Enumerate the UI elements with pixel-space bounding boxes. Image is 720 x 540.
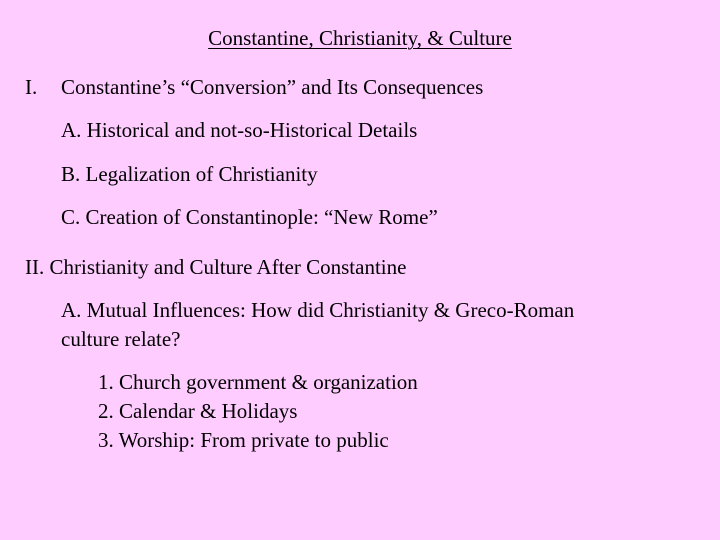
slide-title-text: Constantine, Christianity, & Culture bbox=[208, 26, 512, 50]
section-2-subitem-1: 1. Church government & organization bbox=[98, 370, 418, 394]
section-2-subitem-2: 2. Calendar & Holidays bbox=[98, 399, 298, 423]
section-1-item-a: A. Historical and not-so-Historical Details bbox=[61, 118, 418, 142]
section-1-heading: Constantine’s “Conversion” and Its Consequences bbox=[61, 75, 484, 99]
section-2-subitem-3: 3. Worship: From private to public bbox=[98, 428, 389, 452]
section-1-numeral: I. bbox=[25, 75, 38, 99]
section-1-item-c: C. Creation of Constantinople: “New Rome” bbox=[61, 205, 438, 229]
section-2-heading: II. Christianity and Culture After Constantine bbox=[25, 255, 407, 279]
section-2-item-a-line-1: A. Mutual Influences: How did Christianity & Greco-Roman bbox=[61, 298, 575, 322]
section-2-item-a-line-2: culture relate? bbox=[61, 327, 181, 351]
slide-title bbox=[0, 24, 720, 52]
section-1-item-b: B. Legalization of Christianity bbox=[61, 162, 318, 186]
